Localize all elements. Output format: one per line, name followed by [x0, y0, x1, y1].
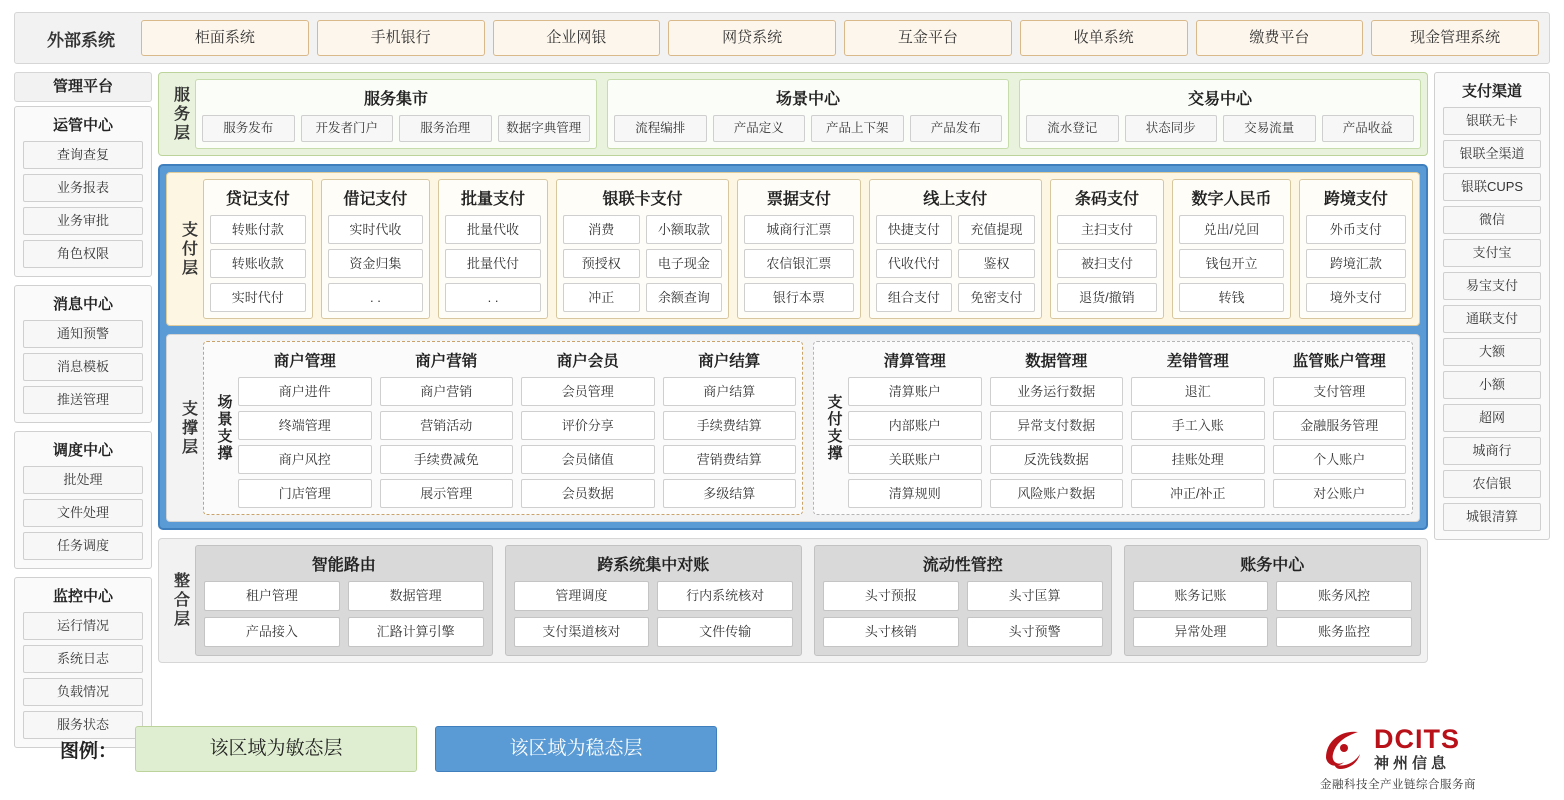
support-cell[interactable]: 商户进件 — [238, 377, 372, 406]
card-title: 差错管理 — [1166, 353, 1229, 370]
channel-item[interactable]: 银联无卡 — [1443, 107, 1541, 135]
legend — [60, 726, 717, 772]
support-layer-groups — [203, 341, 1413, 515]
external-system-item[interactable]: 互金平台 — [844, 20, 1012, 56]
channel-item[interactable]: 易宝支付 — [1443, 272, 1541, 300]
external-system-item[interactable]: 柜面系统 — [141, 20, 309, 56]
external-system-item[interactable]: 企业网银 — [493, 20, 661, 56]
pay-cell[interactable]: 批量代收 — [445, 215, 541, 244]
card-title: 贷记支付 — [225, 191, 290, 208]
pay-cell[interactable]: 资金归集 — [328, 249, 424, 278]
service-chip[interactable]: 交易流量 — [1223, 115, 1316, 142]
pay-card-crossborder — [1299, 179, 1413, 319]
card-title: 条码支付 — [1074, 191, 1139, 208]
pay-cell[interactable]: 主扫支付 — [1057, 215, 1157, 244]
card-title: 商户结算 — [698, 353, 761, 370]
service-chip[interactable]: 产品发布 — [910, 115, 1003, 142]
integration-cell[interactable]: 头寸预警 — [967, 617, 1103, 647]
group-title: 运管中心 — [52, 117, 113, 134]
pay-cell[interactable]: 转钱 — [1179, 283, 1284, 312]
service-chip[interactable]: 产品定义 — [713, 115, 806, 142]
pay-cell[interactable]: 城商行汇票 — [744, 215, 853, 244]
pay-cell[interactable]: 兑出/兑回 — [1179, 215, 1284, 244]
left-item[interactable]: 任务调度 — [23, 532, 143, 560]
integration-card-liquidity — [814, 545, 1112, 656]
support-cell[interactable]: 商户营销 — [380, 377, 514, 406]
pay-cell[interactable]: 鉴权 — [958, 249, 1035, 278]
integration-cell[interactable]: 账务监控 — [1276, 617, 1412, 647]
support-cell[interactable]: 冲正/补正 — [1131, 479, 1265, 508]
support-cell[interactable]: 挂账处理 — [1131, 445, 1265, 474]
pay-cell[interactable]: 消费 — [563, 215, 640, 244]
support-cell[interactable]: 会员数据 — [521, 479, 655, 508]
support-cell[interactable]: 手工入账 — [1131, 411, 1265, 440]
left-item[interactable]: 业务审批 — [23, 207, 143, 235]
channel-item[interactable]: 银联全渠道 — [1443, 140, 1541, 168]
support-cell[interactable]: 终端管理 — [238, 411, 372, 440]
card-title: 服务集市 — [363, 91, 428, 108]
channel-item[interactable]: 支付宝 — [1443, 239, 1541, 267]
support-layer-label: 支撑层 — [179, 399, 197, 457]
support-cell[interactable]: 清算账户 — [848, 377, 982, 406]
pay-card-bill — [737, 179, 860, 319]
service-layer-label: 服务层 — [171, 85, 189, 143]
pay-card-online — [869, 179, 1042, 319]
channel-item[interactable]: 农信银 — [1443, 470, 1541, 498]
pay-card-barcode — [1050, 179, 1164, 319]
support-cell[interactable]: 营销活动 — [380, 411, 514, 440]
pay-cell[interactable]: 代收代付 — [876, 249, 953, 278]
pay-cell[interactable]: 钱包开立 — [1179, 249, 1284, 278]
support-cell[interactable]: 金融服务管理 — [1273, 411, 1407, 440]
support-cell[interactable]: 关联账户 — [848, 445, 982, 474]
service-layer — [158, 72, 1428, 156]
integration-cell[interactable]: 汇路计算引擎 — [348, 617, 484, 647]
service-card-market — [195, 79, 597, 149]
support-cell[interactable]: 展示管理 — [380, 479, 514, 508]
support-card-merchant-mgmt — [238, 347, 372, 508]
integration-layer — [158, 538, 1428, 663]
channel-item[interactable]: 微信 — [1443, 206, 1541, 234]
service-chip[interactable]: 产品上下架 — [811, 115, 904, 142]
external-system-item[interactable]: 现金管理系统 — [1371, 20, 1539, 56]
payment-layer — [166, 172, 1420, 326]
left-item[interactable]: 系统日志 — [23, 645, 143, 673]
channel-item[interactable]: 大额 — [1443, 338, 1541, 366]
card-title: 监管账户管理 — [1292, 353, 1386, 370]
payment-layer-groups — [203, 179, 1413, 319]
company-logo — [1320, 726, 1550, 792]
service-chip[interactable]: 流程编排 — [614, 115, 707, 142]
integration-cell[interactable]: 数据管理 — [348, 581, 484, 611]
group-operations-center — [14, 106, 152, 277]
support-cell[interactable]: 内部账户 — [848, 411, 982, 440]
pay-card-debit — [321, 179, 431, 319]
left-item[interactable]: 通知预警 — [23, 320, 143, 348]
pay-cell[interactable]: . . — [445, 283, 541, 312]
support-cell[interactable]: 会员管理 — [521, 377, 655, 406]
integration-cell[interactable]: 文件传输 — [657, 617, 793, 647]
left-item[interactable]: 推送管理 — [23, 386, 143, 414]
integration-cell[interactable]: 账务记账 — [1133, 581, 1269, 611]
pay-cell[interactable]: 被扫支付 — [1057, 249, 1157, 278]
service-card-transaction — [1019, 79, 1421, 149]
integration-cell[interactable]: 账务风控 — [1276, 581, 1412, 611]
management-platform-panel — [14, 72, 152, 756]
card-title: 商户管理 — [273, 353, 336, 370]
pay-card-dcep — [1172, 179, 1291, 319]
support-cell[interactable]: 支付管理 — [1273, 377, 1407, 406]
service-chip[interactable]: 服务发布 — [202, 115, 295, 142]
channel-item[interactable]: 超网 — [1443, 404, 1541, 432]
integration-cell[interactable]: 行内系统核对 — [657, 581, 793, 611]
integration-layer-label: 整合层 — [171, 572, 189, 629]
group-title: 消息中心 — [52, 296, 113, 313]
support-cell[interactable]: 会员储值 — [521, 445, 655, 474]
dcits-logo-icon — [1320, 728, 1366, 770]
pay-cell[interactable]: 余额查询 — [646, 283, 723, 312]
left-item[interactable]: 角色权限 — [23, 240, 143, 268]
group-title: 调度中心 — [52, 442, 113, 459]
integration-cell[interactable]: 异常处理 — [1133, 617, 1269, 647]
external-system-item[interactable]: 手机银行 — [317, 20, 485, 56]
service-chip[interactable]: 产品收益 — [1322, 115, 1415, 142]
left-item[interactable]: 业务报表 — [23, 174, 143, 202]
support-card-regulatory-account — [1273, 347, 1407, 508]
legend-label: 图例： — [60, 740, 118, 762]
channel-item[interactable]: 城商行 — [1443, 437, 1541, 465]
payment-channels-panel — [1434, 72, 1550, 540]
pay-cell[interactable]: 农信银汇票 — [744, 249, 853, 278]
card-title: 借记支付 — [343, 191, 408, 208]
support-cell[interactable]: 异常支付数据 — [990, 411, 1124, 440]
left-item[interactable]: 消息模板 — [23, 353, 143, 381]
support-card-error — [1131, 347, 1265, 508]
card-title: 跨境支付 — [1323, 191, 1388, 208]
card-title: 流动性管控 — [922, 557, 1003, 574]
card-title: 交易中心 — [1187, 91, 1252, 108]
support-cell[interactable]: 对公账户 — [1273, 479, 1407, 508]
group-scheduling-center — [14, 431, 152, 569]
legend-steady-swatch: 该区域为稳态层 — [435, 726, 717, 772]
card-title: 场景中心 — [775, 91, 840, 108]
pay-card-unionpay — [556, 179, 729, 319]
card-title: 账务中心 — [1240, 557, 1305, 574]
pay-cell[interactable]: 实时代付 — [210, 283, 306, 312]
support-card-clearing — [848, 347, 982, 508]
support-card-merchant-settlement — [663, 347, 797, 508]
service-chip[interactable]: 流水登记 — [1026, 115, 1119, 142]
pay-cell[interactable]: 预授权 — [563, 249, 640, 278]
pay-cell[interactable]: 转账付款 — [210, 215, 306, 244]
channel-item[interactable]: 银联CUPS — [1443, 173, 1541, 201]
integration-cell[interactable]: 头寸核销 — [823, 617, 959, 647]
support-cell[interactable]: 反洗钱数据 — [990, 445, 1124, 474]
external-systems-bar — [14, 12, 1550, 64]
payment-layer-label: 支付层 — [179, 220, 197, 278]
service-chip[interactable]: 数据字典管理 — [498, 115, 591, 142]
group-monitoring-center — [14, 577, 152, 748]
support-card-merchant-marketing — [380, 347, 514, 508]
management-platform-title: 管理平台 — [14, 72, 152, 102]
card-title: 商户会员 — [556, 353, 619, 370]
support-cell[interactable]: 手续费结算 — [663, 411, 797, 440]
support-cell[interactable]: 业务运行数据 — [990, 377, 1124, 406]
channel-item[interactable]: 城银清算 — [1443, 503, 1541, 531]
left-item[interactable]: 查询查复 — [23, 141, 143, 169]
steady-zone — [158, 164, 1428, 530]
card-title: 数据管理 — [1025, 353, 1088, 370]
legend-agile-swatch: 该区域为敏态层 — [135, 726, 417, 772]
support-cell[interactable]: 清算规则 — [848, 479, 982, 508]
integration-card-cross-system-reconciliation — [505, 545, 803, 656]
left-item[interactable]: 运行情况 — [23, 612, 143, 640]
pay-cell[interactable]: 小额取款 — [646, 215, 723, 244]
external-systems-list — [137, 20, 1539, 56]
support-cell[interactable]: 手续费减免 — [380, 445, 514, 474]
pay-card-batch — [438, 179, 548, 319]
support-cell[interactable]: 多级结算 — [663, 479, 797, 508]
integration-card-accounting — [1124, 545, 1422, 656]
integration-cell[interactable]: 头寸匡算 — [967, 581, 1103, 611]
pay-cell[interactable]: 外币支付 — [1306, 215, 1406, 244]
integration-card-smart-routing — [195, 545, 493, 656]
channel-item[interactable]: 小额 — [1443, 371, 1541, 399]
external-system-item[interactable]: 网贷系统 — [668, 20, 836, 56]
pay-cell[interactable]: 银行本票 — [744, 283, 853, 312]
service-chip[interactable]: 服务治理 — [399, 115, 492, 142]
pay-cell[interactable]: . . — [328, 283, 424, 312]
integration-cell[interactable]: 租户管理 — [204, 581, 340, 611]
pay-cell[interactable]: 实时代收 — [328, 215, 424, 244]
pay-card-credit — [203, 179, 313, 319]
service-chip[interactable]: 开发者门户 — [301, 115, 394, 142]
support-cell[interactable]: 退汇 — [1131, 377, 1265, 406]
pay-cell[interactable]: 充值提现 — [958, 215, 1035, 244]
external-system-item[interactable]: 收单系统 — [1020, 20, 1188, 56]
card-title: 智能路由 — [311, 557, 376, 574]
pay-cell[interactable]: 境外支付 — [1306, 283, 1406, 312]
support-cell[interactable]: 商户风控 — [238, 445, 372, 474]
support-cell[interactable]: 风险账户数据 — [990, 479, 1124, 508]
integration-cell[interactable]: 管理调度 — [514, 581, 650, 611]
integration-cell[interactable]: 头寸预报 — [823, 581, 959, 611]
card-title: 跨系统集中对账 — [597, 557, 710, 574]
payment-channels-title: 支付渠道 — [1461, 83, 1522, 100]
card-title: 银联卡支付 — [602, 191, 683, 208]
logo-tagline: 金融科技全产业链综合服务商 — [1320, 779, 1476, 791]
integration-cell[interactable]: 产品接入 — [204, 617, 340, 647]
scene-support-box — [203, 341, 803, 515]
card-title: 批量支付 — [461, 191, 526, 208]
support-cell[interactable]: 个人账户 — [1273, 445, 1407, 474]
payment-support-box — [813, 341, 1413, 515]
group-message-center — [14, 285, 152, 423]
pay-cell[interactable]: 免密支付 — [958, 283, 1035, 312]
service-card-scene — [607, 79, 1009, 149]
logo-cn-text: 神州信息 — [1374, 755, 1451, 772]
card-title: 数字人民币 — [1191, 191, 1272, 208]
card-title: 清算管理 — [883, 353, 946, 370]
card-title: 线上支付 — [923, 191, 988, 208]
pay-cell[interactable]: 快捷支付 — [876, 215, 953, 244]
scene-support-label: 场景支撑 — [215, 393, 233, 462]
logo-en-text: DCITS — [1374, 724, 1460, 754]
left-item[interactable]: 服务状态 — [23, 711, 143, 739]
card-title: 商户营销 — [415, 353, 478, 370]
service-chip[interactable]: 状态同步 — [1125, 115, 1218, 142]
support-cell[interactable]: 商户结算 — [663, 377, 797, 406]
pay-cell[interactable]: 转账收款 — [210, 249, 306, 278]
support-card-merchant-member — [521, 347, 655, 508]
pay-cell[interactable]: 组合支付 — [876, 283, 953, 312]
support-cell[interactable]: 门店管理 — [238, 479, 372, 508]
support-cell[interactable]: 营销费结算 — [663, 445, 797, 474]
left-item[interactable]: 批处理 — [23, 466, 143, 494]
channel-item[interactable]: 通联支付 — [1443, 305, 1541, 333]
group-title: 监控中心 — [52, 588, 113, 605]
external-system-item[interactable]: 缴费平台 — [1196, 20, 1364, 56]
support-cell[interactable]: 评价分享 — [521, 411, 655, 440]
card-title: 票据支付 — [766, 191, 831, 208]
integration-layer-groups — [195, 545, 1421, 656]
payment-support-label: 支付支撑 — [825, 393, 843, 462]
left-item[interactable]: 文件处理 — [23, 499, 143, 527]
architecture-center — [158, 72, 1428, 663]
support-card-data — [990, 347, 1124, 508]
pay-cell[interactable]: 批量代付 — [445, 249, 541, 278]
pay-cell[interactable]: 跨境汇款 — [1306, 249, 1406, 278]
service-layer-groups — [195, 79, 1421, 149]
left-item[interactable]: 负载情况 — [23, 678, 143, 706]
integration-cell[interactable]: 支付渠道核对 — [514, 617, 650, 647]
pay-cell[interactable]: 电子现金 — [646, 249, 723, 278]
pay-cell[interactable]: 退货/撤销 — [1057, 283, 1157, 312]
support-layer — [166, 334, 1420, 522]
pay-cell[interactable]: 冲正 — [563, 283, 640, 312]
external-systems-title: 外部系统 — [47, 30, 115, 50]
